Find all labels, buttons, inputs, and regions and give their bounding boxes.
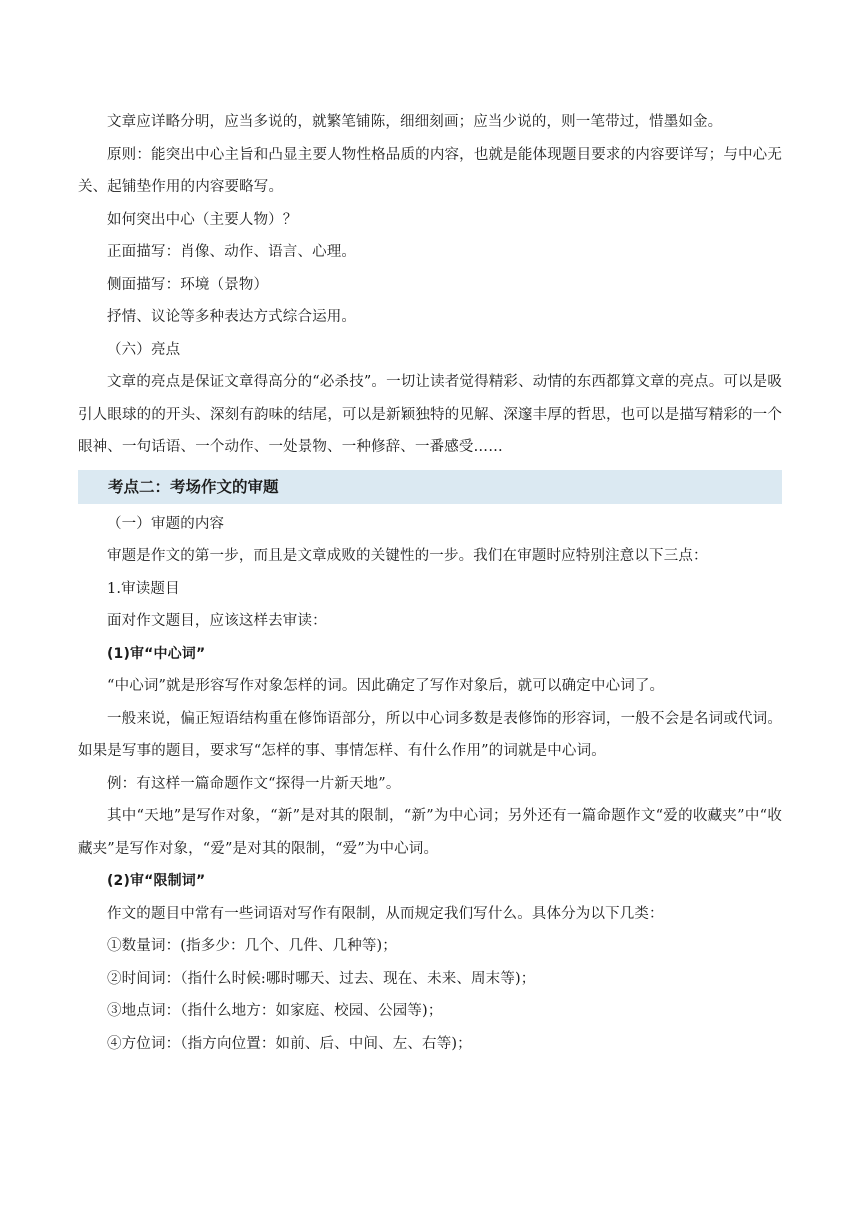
paragraph-direct-description: 正面描写：肖像、动作、语言、心理。 bbox=[107, 244, 357, 260]
paragraph-indirect-description: 侧面描写：环境（景物） bbox=[107, 276, 269, 293]
heading-restriction-word: (2)审“限制词” bbox=[107, 873, 206, 889]
paragraph-center-word-def: “中心词”就是形容写作对象怎样的词。因此确定了写作对象后，就可以确定中心词了。 bbox=[107, 678, 665, 694]
list-item-direction: ④方位词：（指方向位置：如前、后、中间、左、右等)； bbox=[107, 1035, 472, 1052]
paragraph-expression-methods: 抒情、议论等多种表达方式综合运用。 bbox=[107, 309, 357, 325]
paragraph-detail-balance: 文章应详略分明，应当多说的，就繁笔铺陈，细细刻画；应当少说的，则一笔带过，惜墨如金。 bbox=[107, 114, 723, 130]
paragraph-review-intro: 审题是作文的第一步，而且是文章成败的关键性的一步。我们在审题时应特别注意以下三点： bbox=[107, 548, 708, 564]
subheading-highlights: （六）亮点 bbox=[107, 341, 181, 358]
paragraph-question: 如何突出中心（主要人物）？ bbox=[107, 211, 298, 228]
paragraph-center-word-general: 一般来说，偏正短语结构重在修饰语部分，所以中心词多数是表修饰的形容词，一般不会是名词或代词。如果是写事的题目，要求写“怎样的事、事情怎样、有什么作用”的词就是中心词。 bbox=[78, 710, 782, 759]
paragraph-example: 例：有这样一篇命题作文“探得一片新天地”。 bbox=[107, 775, 401, 792]
paragraph-read-title: 面对作文题目，应该这样去审读： bbox=[107, 613, 327, 629]
section-header-bar bbox=[78, 470, 782, 504]
paragraph-principle: 原则：能突出中心主旨和凸显主要人物性格品质的内容，也就是能体现题目要求的内容要详写；与中心无关、起铺垫作用的内容要略写。 bbox=[78, 146, 782, 195]
section-title: 考点二：考场作文的审题 bbox=[108, 477, 279, 496]
paragraph-restriction-intro: 作文的题目中常有一些词语对写作有限制，从而规定我们写什么。具体分为以下几类： bbox=[107, 905, 664, 922]
list-item-place: ③地点词：（指什么地方：如家庭、校园、公园等)； bbox=[107, 1003, 443, 1019]
list-item-time: ②时间词：（指什么时候:哪时哪天、过去、现在、未来、周末等)； bbox=[107, 970, 536, 987]
subheading-read-title: 1.审读题目 bbox=[107, 580, 180, 597]
heading-center-word: (1)审“中心词” bbox=[107, 645, 206, 662]
paragraph-highlights: 文章的亮点是保证文章得高分的“必杀技”。一切让读者觉得精彩、动情的东西都算文章的亮点。可以是吸引人眼球的的开头、深刻有韵味的结尾，可以是新颖独特的见解、深邃丰厚的哲思，也可以是描写精彩的一个眼神、一句话语、一个动作、一处景物、一种修辞、一番感受…… bbox=[78, 374, 782, 455]
list-item-quantity: ①数量词：(指多少：几个、几件、几种等)； bbox=[107, 938, 397, 954]
document-page bbox=[78, 106, 782, 1060]
paragraph-example-analysis: 其中“天地”是写作对象，“新”是对其的限制，“新”为中心词；另外还有一篇命题作文“爱的收藏夹”中“收藏夹”是写作对象，“爱”是对其的限制，“爱”为中心词。 bbox=[78, 808, 782, 857]
subheading-review-content: （一）审题的内容 bbox=[107, 515, 225, 532]
